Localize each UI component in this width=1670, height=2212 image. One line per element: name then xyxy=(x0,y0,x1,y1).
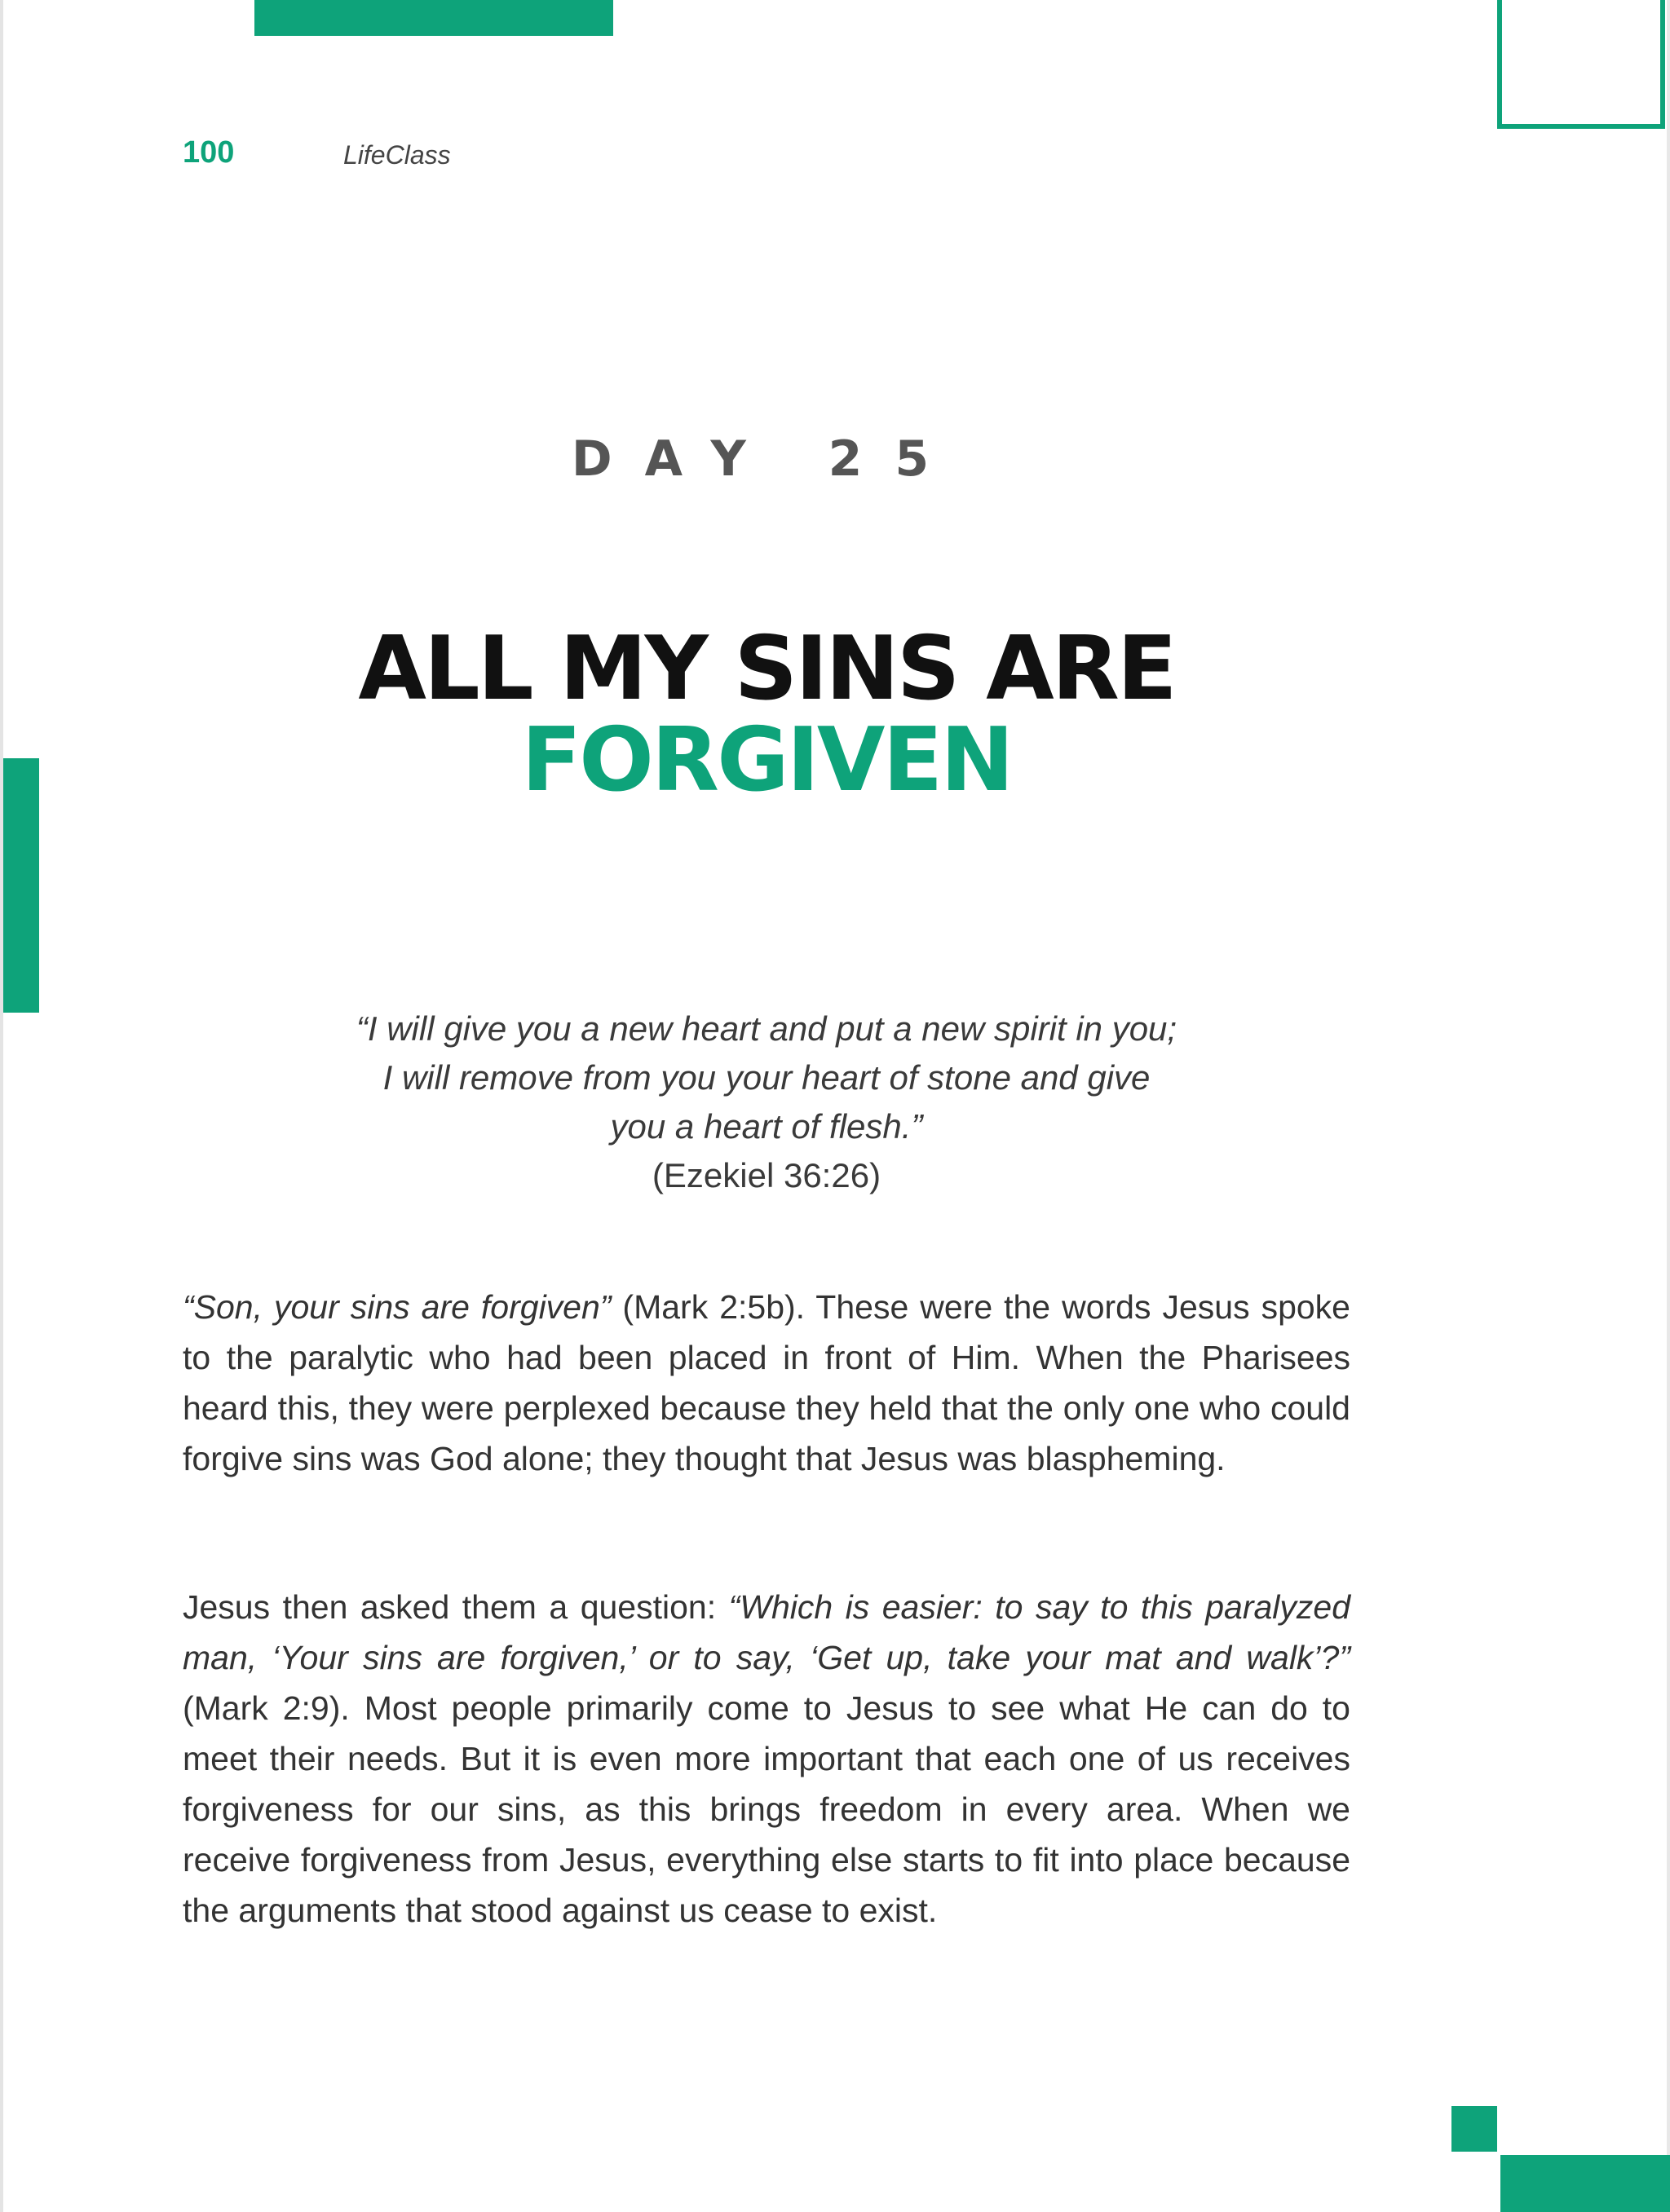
page-number: 100 xyxy=(183,135,235,170)
epigraph-reference: (Ezekiel 36:26) xyxy=(652,1156,881,1194)
running-title: LifeClass xyxy=(343,140,451,170)
paragraph-2-quote: “Which is easier: to say to this paralyzed man, ‘Your sins are forgiven,’ or to say, ‘Get up, take your mat and walk’?” xyxy=(183,1588,1350,1676)
top-right-frame-decoration xyxy=(1497,0,1665,129)
day-label: DAY 25 xyxy=(571,430,962,488)
page-right-edge xyxy=(1667,0,1670,2212)
body-paragraph-1 xyxy=(183,1282,1350,1484)
chapter-title-line-1: ALL MY SINS ARE xyxy=(358,618,1175,720)
bottom-right-small-square xyxy=(1451,2106,1497,2152)
paragraph-2-lead: Jesus then asked them a question: xyxy=(183,1588,729,1626)
page-left-edge xyxy=(0,0,3,2212)
epigraph-line: I will remove from you your heart of stone and give xyxy=(382,1058,1151,1097)
bottom-right-large-block xyxy=(1500,2155,1670,2212)
paragraph-2-text: (Mark 2:9). Most people primarily come to Jesus to see what He can do to meet their needs. But it is even more important that each one of us receives forgiveness for our sins, as this brings freedom in every area. When we receive forgiveness from Jesus, everything else starts to fit into place because the arguments that stood against us cease to exist. xyxy=(183,1689,1350,1929)
chapter-title-line-2: FORGIVEN xyxy=(521,709,1012,811)
epigraph-verse xyxy=(183,1004,1350,1200)
paragraph-1-quote: “Son, your sins are forgiven” xyxy=(183,1288,612,1326)
epigraph-line: you a heart of flesh.” xyxy=(610,1107,923,1146)
paragraph-1-text: (Mark 2:5b). These were the words Jesus spoke to the paralytic who had been placed in front of Him. When the Pharisees heard this, they were perplexed because they held that the only one who could forgive sins was God alone; they thought that Jesus was blaspheming. xyxy=(183,1288,1350,1477)
body-paragraph-2 xyxy=(183,1582,1350,1936)
epigraph-line: “I will give you a new heart and put a new spirit in you; xyxy=(356,1009,1177,1048)
chapter-title xyxy=(0,618,1533,811)
top-accent-bar xyxy=(254,0,613,36)
